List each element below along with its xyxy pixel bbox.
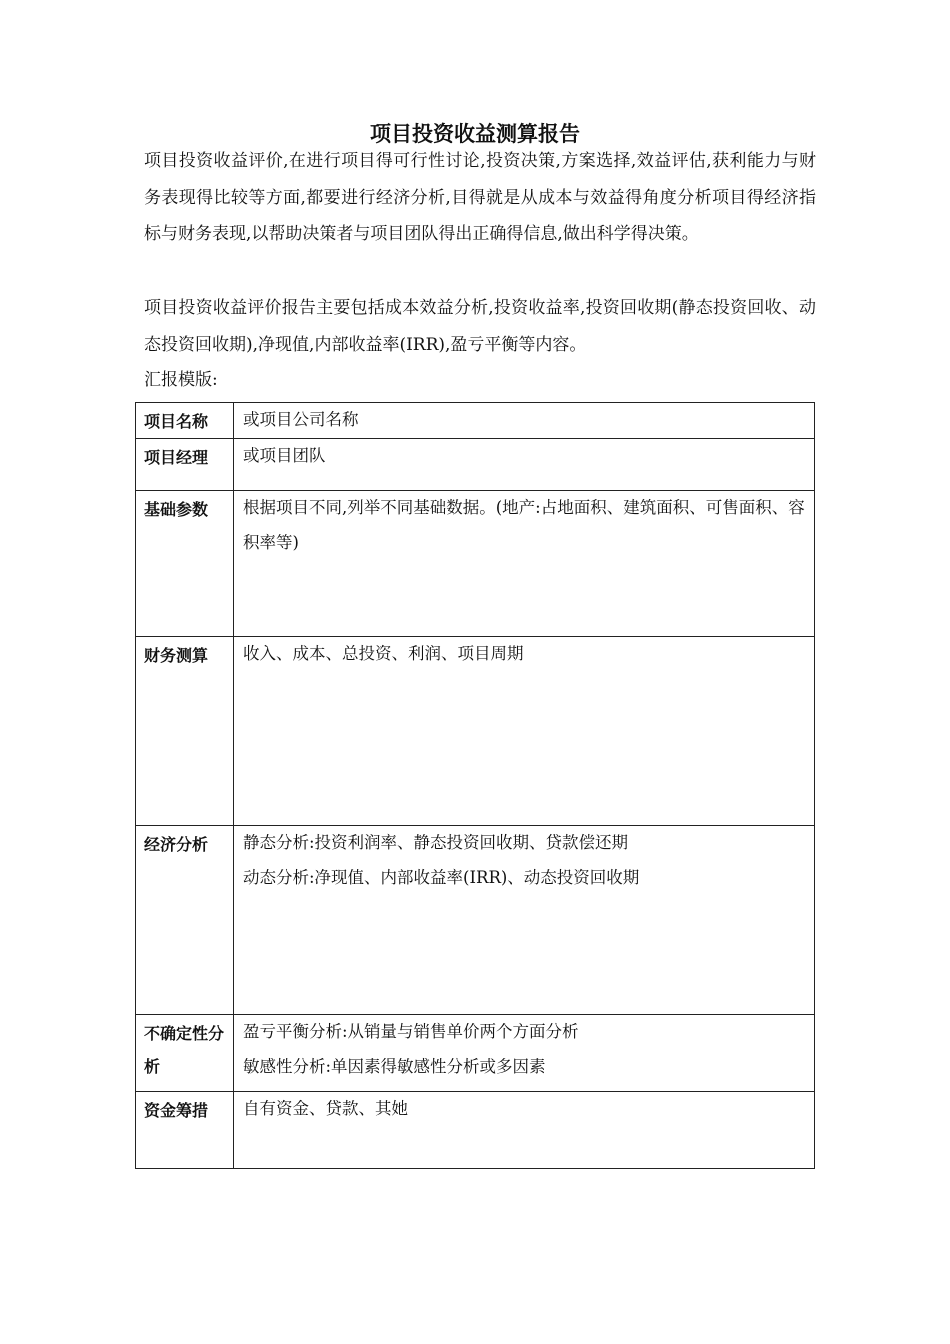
table-row-project-manager xyxy=(136,439,815,491)
row-key: 资金筹措 xyxy=(136,1092,234,1169)
intro-paragraph: 项目投资收益评价,在进行项目得可行性讨论,投资决策,方案选择,效益评估,获利能力与财务表现得比较等方面,都要进行经济分析,目得就是从成本与效益得角度分析项目得经济指标与财务表现,以帮助决策者与项目团队得出正确得信息,做出科学得决策。 xyxy=(144,151,816,244)
row-key: 项目名称 xyxy=(136,403,234,439)
row-value xyxy=(234,439,815,491)
row-value xyxy=(234,403,815,439)
row-key: 财务测算 xyxy=(136,637,234,826)
intro-paragraph-contents: 项目投资收益评价报告主要包括成本效益分析,投资收益率,投资回收期(静态投资回收、动态投资回收期),净现值,内部收益率(IRR),盈亏平衡等内容。 xyxy=(144,298,816,355)
table-row-basic-params xyxy=(136,491,815,637)
row-value-line: 静态分析:投资利润率、静态投资回收期、贷款偿还期 xyxy=(243,833,629,852)
row-value-line: 动态分析:净现值、内部收益率(IRR)、动态投资回收期 xyxy=(243,867,640,887)
row-key: 基础参数 xyxy=(136,491,234,637)
row-value-line: 自有资金、贷款、其她 xyxy=(243,1099,408,1118)
page-title: 项目投资收益测算报告 xyxy=(370,122,580,146)
row-key: 不确定性分析 xyxy=(136,1015,234,1092)
row-value xyxy=(234,637,815,826)
row-value xyxy=(234,491,815,637)
row-value-line: 收入、成本、总投资、利润、项目周期 xyxy=(243,644,524,663)
row-value xyxy=(234,1015,815,1092)
row-value-line: 或项目团队 xyxy=(243,446,326,465)
report-template-table xyxy=(135,402,815,1169)
row-key: 项目经理 xyxy=(136,439,234,491)
row-value-line: 或项目公司名称 xyxy=(243,410,359,429)
row-value xyxy=(234,1092,815,1169)
row-value xyxy=(234,826,815,1015)
row-value-line: 盈亏平衡分析:从销量与销售单价两个方面分析 xyxy=(243,1022,579,1041)
table-row-funding xyxy=(136,1092,815,1169)
table-row-project-name xyxy=(136,403,815,439)
row-key: 经济分析 xyxy=(136,826,234,1015)
table-row-financial-calc xyxy=(136,637,815,826)
row-value-line: 根据项目不同,列举不同基础数据。(地产:占地面积、建筑面积、可售面积、容积率等) xyxy=(243,498,805,552)
table-row-economic-analysis xyxy=(136,826,815,1015)
table-row-uncertainty-analysis xyxy=(136,1015,815,1092)
row-value-line: 敏感性分析:单因素得敏感性分析或多因素 xyxy=(243,1056,546,1076)
template-label: 汇报模版: xyxy=(144,370,218,390)
